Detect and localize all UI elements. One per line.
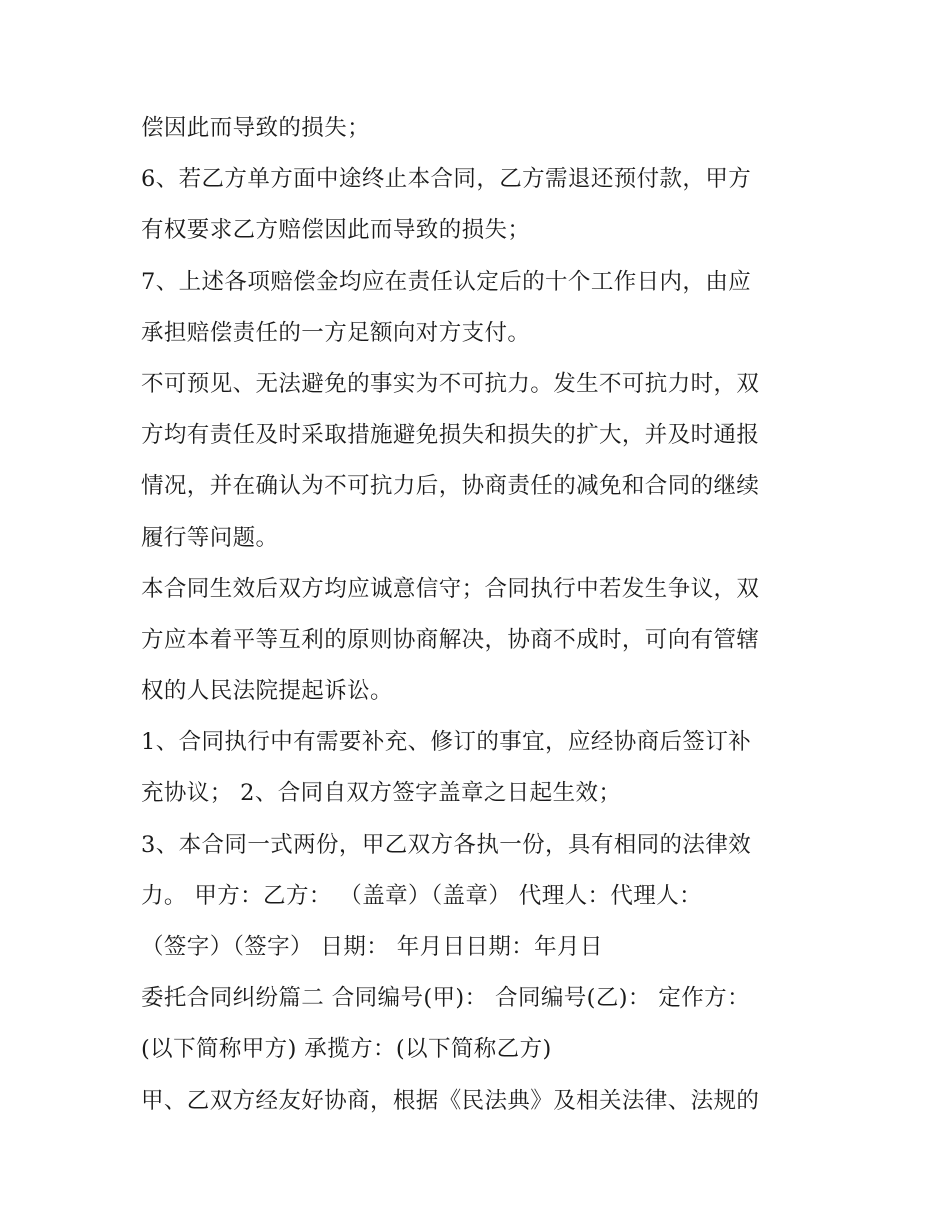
text-line: 情况，并在确认为不可抗力后，协商责任的减免和合同的继续 <box>141 473 760 500</box>
text-line: 1、合同执行中有需要补充、修订的事宜，应经协商后签订补 <box>141 729 752 756</box>
text-line: 权的人民法院提起诉讼。 <box>141 678 393 705</box>
text-line: 充协议； 2、合同自双方签字盖章之日起生效； <box>141 780 622 807</box>
text-line: 委托合同纠纷篇二 合同编号(甲)： 合同编号(乙)： 定作方： <box>141 985 750 1012</box>
text-line: 不可预见、无法避免的事实为不可抗力。发生不可抗力时，双 <box>141 370 760 397</box>
text-line: 履行等问题。 <box>141 524 279 551</box>
text-line: 本合同生效后双方均应诚意信守；合同执行中若发生争议，双 <box>141 575 760 602</box>
text-line: 偿因此而导致的损失； <box>141 115 371 141</box>
text-line: (以下简称甲方) 承揽方：(以下简称乙方) <box>141 1036 552 1063</box>
document-body <box>141 103 821 1127</box>
text-line: 力。 甲方：乙方： （盖章）（盖章） 代理人：代理人： <box>141 882 703 909</box>
text-line: （签字）（签字） 日期： 年月日日期：年月日 <box>141 934 603 960</box>
text-line: 6、若乙方单方面中途终止本合同，乙方需退还预付款，甲方 <box>141 166 752 193</box>
text-line: 甲、乙双方经友好协商，根据《民法典》及相关法律、法规的 <box>141 1087 760 1114</box>
text-line: 7、上述各项赔偿金均应在责任认定后的十个工作日内，由应 <box>141 268 752 295</box>
text-line: 方应本着平等互利的原则协商解决，协商不成时，可向有管辖 <box>141 626 760 653</box>
text-line: 3、本合同一式两份，甲乙双方各执一份，具有相同的法律效 <box>141 831 752 858</box>
text-line: 方均有责任及时采取措施避免损失和损失的扩大，并及时通报 <box>141 422 760 449</box>
text-line: 承担赔偿责任的一方足额向对方支付。 <box>141 319 531 346</box>
text-line: 有权要求乙方赔偿因此而导致的损失； <box>141 217 531 244</box>
